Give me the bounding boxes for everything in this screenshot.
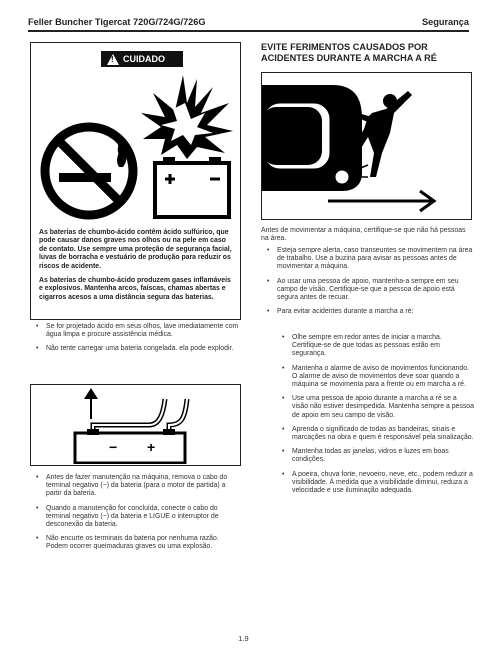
- explosion-icon: [141, 75, 233, 159]
- caution-paragraph: As baterias de chumbo-ácido produzem gases inflamáveis e explosivos. Mantenha arcos, faíscas, chamas abertas e cigarros acesos a uma distância segura das baterias.: [39, 277, 231, 301]
- list-item: • Aprenda o significado de todas as bandeiras, sinais e marcações na obra e quem é responsável pela sinalização.: [280, 426, 474, 442]
- list-item: • Para evitar acidentes durante a marcha a ré:: [265, 308, 473, 316]
- list-item: • Olhe sempre em redor antes de iniciar a marcha. Certifique-se de que todas as pessoas estão em segurança.: [280, 334, 474, 359]
- no-flame-smoking-icon: [45, 127, 133, 215]
- warning-triangle-icon: !: [107, 54, 119, 65]
- header-divider: [28, 30, 469, 32]
- page-number: 1.9: [238, 634, 249, 643]
- reversing-safety-list: [265, 247, 473, 322]
- minus-symbol: −: [109, 439, 118, 455]
- section-heading: EVITE FERIMENTOS CAUSADOS POR ACIDENTES DURANTE A MARCHA A RÉ: [261, 42, 437, 63]
- caution-paragraph: As baterias de chumbo-ácido contêm ácido sulfúrico, que pode causar danos graves nos olhos ou na pele em caso de contato. Use sempre uma proteção de segurança facial, luvas de borracha e vestuário de produção para reduzir os riscos de acidente.: [39, 229, 232, 270]
- intro-text: Antes de movimentar a máquina, certifique-se que não há pessoas na área.: [261, 227, 466, 243]
- caution-badge: [101, 51, 183, 67]
- no-smoking-explosion-illustration: [37, 73, 235, 223]
- list-item: • Use uma pessoa de apoio durante a marcha a ré se a visão não estiver desimpedida. Mantenha sempre a pessoa de apoio em seu campo de visão.: [280, 395, 474, 420]
- crush-hazard-icon: [262, 73, 470, 218]
- list-item: • Ao usar uma pessoa de apoio, mantenha-a sempre em seu campo de visão. Certifique-se que a pessoa de apoio está segura antes de recuar.: [265, 278, 473, 303]
- reversing-hazard-illustration: [261, 72, 472, 220]
- battery-icon: [155, 157, 229, 217]
- list-item: • Não tente carregar uma bateria congelada. ela pode explodir.: [34, 345, 240, 353]
- section-name: Segurança: [422, 17, 469, 27]
- battery-disconnect-illustration: [30, 384, 241, 466]
- list-item: • Quando a manutenção for concluída, conecte o cabo do terminal negativo (−) da bateria e LIGUE o interruptor de desconexão da bateria.: [34, 505, 240, 530]
- list-item: • Antes de fazer manutenção na máquina, remova o cabo do terminal negativo (−) da bateria (para o motor de partida) a partir da bateria.: [34, 474, 240, 499]
- list-item: • Não encurte os terminais da bateria por nenhuma razão. Podem ocorrer queimaduras graves ou uma explosão.: [34, 535, 240, 551]
- list-item: • Esteja sempre alerta, caso transeuntes se movimentem na área de trabalho. Use a buzina para avisar as pessoas antes de movimentar a máquina.: [265, 247, 473, 272]
- document-title: Feller Buncher Tigercat 720G/724G/726G: [28, 17, 206, 27]
- plus-symbol: +: [147, 439, 156, 455]
- list-item: • Se for projetado ácido em seus olhos, lave imediatamente com água limpa e procure assistência médica.: [34, 323, 240, 339]
- caution-text: [39, 229, 235, 302]
- caution-panel: [30, 42, 241, 320]
- reversing-sub-list: [280, 334, 474, 501]
- acid-safety-list: [34, 323, 240, 360]
- list-item: • Mantenha todas as janelas, vidros e luzes em boas condições.: [280, 448, 474, 464]
- list-item: • Mantenha o alarme de aviso de movimentos funcionando. O alarme de aviso de movimentos deve soar quando a máquina se movimenta para a frente ou em marcha a ré.: [280, 365, 474, 390]
- battery-cable-icon: [31, 385, 239, 464]
- caution-label: CUIDADO: [123, 54, 165, 64]
- list-item: • A poeira, chuva forte, nevoeiro, neve, etc., podem reduzir a visibilidade. À medida que a visibilidade diminui, reduza a velocidade e use iluminação adequada.: [280, 471, 474, 496]
- battery-maintenance-list: [34, 474, 240, 558]
